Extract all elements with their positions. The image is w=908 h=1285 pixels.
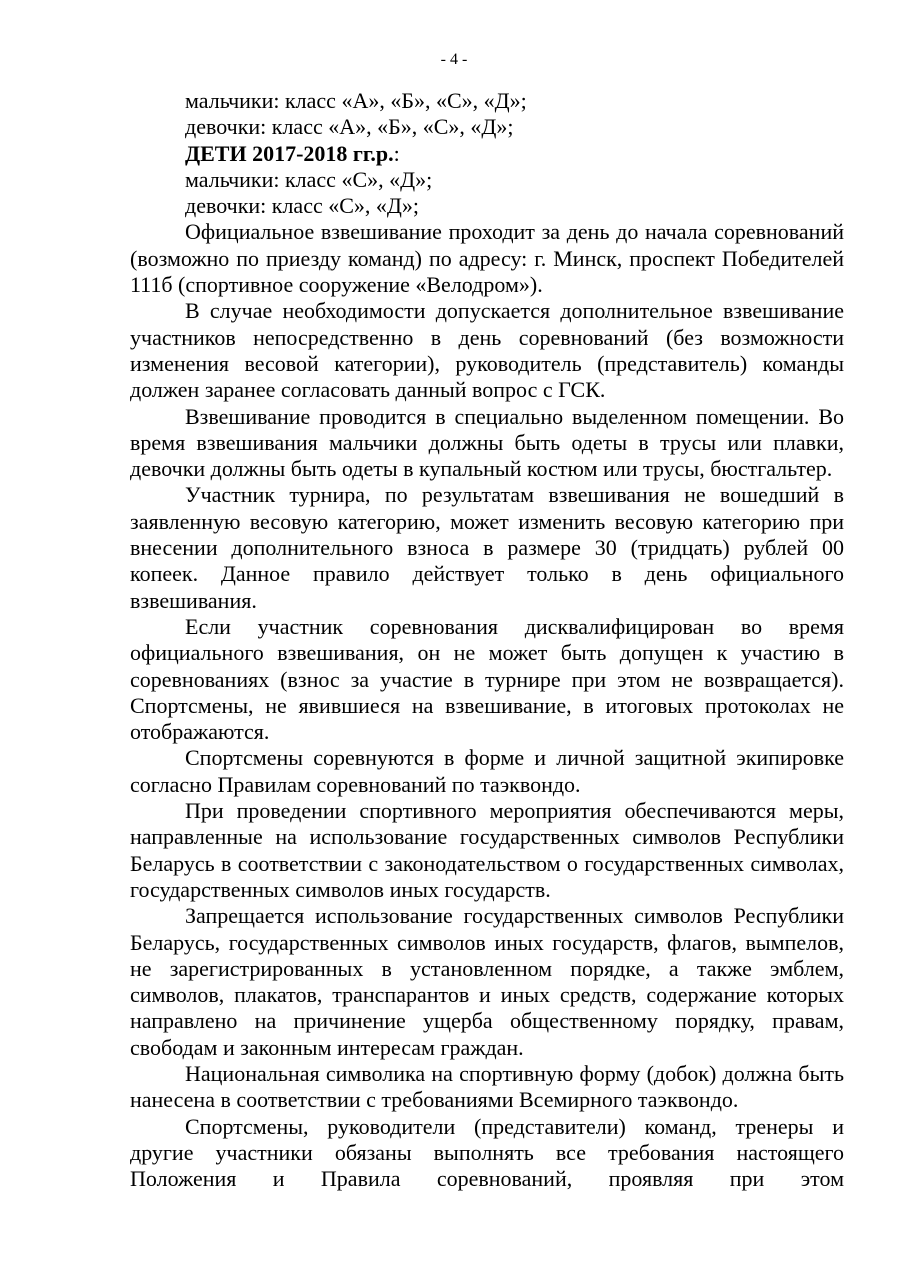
paragraph-national-symbols: Национальная символика на спортивную форму (добок) должна быть нанесена в соответствии с требованиями Всемирного таэквондо. — [130, 1060, 844, 1113]
children-age-heading-bold: ДЕТИ 2017-2018 гг.р. — [185, 140, 394, 166]
girls-classes-line: девочки: класс «А», «Б», «С», «Д»; — [185, 114, 514, 140]
paragraph-weight-category-change: Участник турнира, по результатам взвешивания не вошедший в заявленную весовую категорию, может изменить весовую категорию при внесении дополнительного взноса в размере 30 (тридцать) рублей 00 копеек. Данное правило действует только в день официального взвешивания. — [130, 482, 844, 613]
page-number: - 4 - — [440, 51, 468, 68]
paragraph-disqualification: Если участник соревнования дисквалифицирован во время официального взвешивания, он не может быть допущен к участию в соревнованиях (взнос за участие в турнире при этом не возвращается). Спортсмены, не явившиеся на взвешивание, в итоговых протоколах не отображаются. — [130, 613, 844, 745]
paragraph-participant-obligations: Спортсмены, руководители (представители) команд, тренеры и другие участники обязаны выполнять все требования настоящего Положения и Правила соревнований, проявляя при этом — [130, 1113, 844, 1192]
paragraph-weigh-in-attire: Взвешивание проводится в специально выделенном помещении. Во время взвешивания мальчики должны быть одеты в трусы или плавки, девочки должны быть одеты в купальный костюм или трусы, бюстгальтер. — [130, 403, 844, 482]
paragraph-weigh-in-location: Официальное взвешивание проходит за день до начала соревнований (возможно по приезду команд) по адресу: г. Минск, проспект Победителей 111б (спортивное сооружение «Велодром»). — [130, 219, 844, 298]
paragraph-additional-weigh-in: В случае необходимости допускается дополнительное взвешивание участников непосредственно в день соревнований (без возможности изменения весовой категории), руководитель (представитель) команды должен заранее согласовать данный вопрос с ГСК. — [130, 298, 844, 403]
document-body — [130, 88, 844, 1192]
children-age-heading-colon: : — [393, 140, 400, 166]
children-boys-classes-line: мальчики: класс «С», «Д»; — [185, 166, 433, 192]
children-girls-classes-line: девочки: класс «С», «Д»; — [185, 193, 420, 219]
paragraph-uniform: Спортсмены соревнуются в форме и личной защитной экипировке согласно Правилам соревнований по таэквондо. — [130, 745, 844, 797]
paragraph-prohibited-symbols: Запрещается использование государственных символов Республики Беларусь, государственных символов иных государств, флагов, вымпелов, не зарегистрированных в установленном порядке, а также эмблем, символов, плакатов, транспарантов и иных средств, содержание которых направлено на причинение ущерба общественному порядку, правам, свободам и законным интересам граждан. — [130, 903, 844, 1060]
paragraph-state-symbols: При проведении спортивного мероприятия обеспечиваются меры, направленные на использование государственных символов Республики Беларусь в соответствии с законодательством о государственных символах, государственных символов иных государств. — [130, 798, 844, 902]
children-age-heading — [130, 141, 844, 167]
boys-classes-line: мальчики: класс «А», «Б», «С», «Д»; — [185, 88, 527, 113]
